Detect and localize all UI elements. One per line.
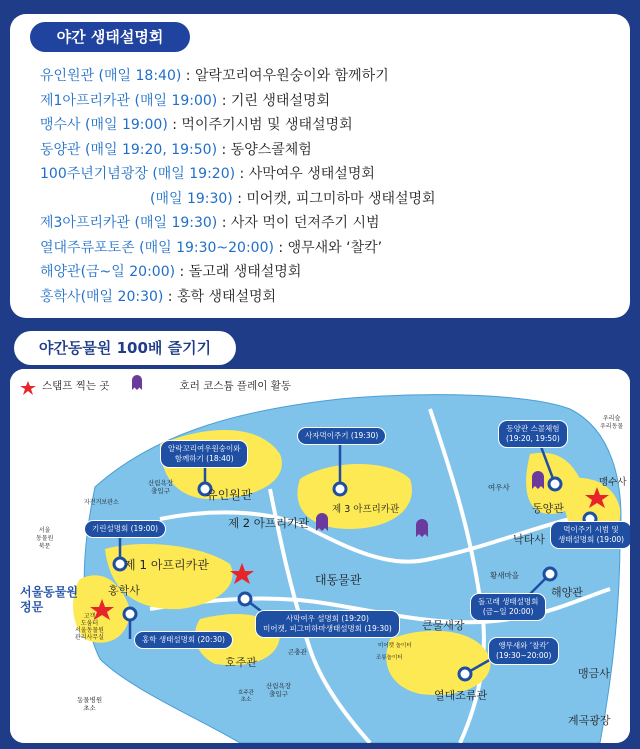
label-nakta: 낙타사 xyxy=(513,533,545,546)
pill-dongyang: 동양관 스콜체험 (19:20, 19:50) xyxy=(498,420,568,448)
label-bird-play: 조류놀이터 xyxy=(376,655,403,661)
label-gyegok: 계곡광장 xyxy=(568,714,611,727)
label-hospital: 동물병원 초소 xyxy=(77,696,103,712)
label-africa1: 제 1 아프리카관 xyxy=(124,558,209,572)
pill-yuinwon: 알락꼬리여우원숭이와 함께하기 (18:40) xyxy=(160,440,248,468)
label-right-top: 우리숲 우리동물 xyxy=(600,415,624,430)
label-maengumsa: 맹금사 xyxy=(578,667,610,680)
label-gate-north: 산림욕장 출입구 xyxy=(148,479,174,495)
schedule-row: (매일 19:30) : 미어캣, 피그미하마 생태설명회 xyxy=(150,190,436,207)
schedule-row: 열대주류포토존 (매일 19:30~20:00) : 앵무새와 ‘찰칵’ xyxy=(40,239,383,256)
legend-horror: 호러 코스튬 플레이 활동 xyxy=(179,380,291,392)
label-gate-south: 산림욕장 출입구 xyxy=(266,682,292,698)
label-keunmul: 큰물새장 xyxy=(422,619,465,632)
pill-dolphin: 돌고래 생태설명회 (금~일 20:00) xyxy=(470,593,546,621)
pill-giraffe: 기린설명회 (19:00) xyxy=(84,520,166,538)
label-seoul-zoo: 서울동물원 정문 xyxy=(20,585,78,614)
label-maengsu: 맹수사 xyxy=(599,477,627,488)
label-yuinwon: 유인원관 xyxy=(206,488,253,502)
label-yeoldae: 열대조류관 xyxy=(434,689,488,702)
zoo-map xyxy=(10,369,630,743)
label-meerkat: 미어캣 놀이터 xyxy=(378,643,412,649)
schedule-row: 유인원관 (매일 18:40) : 알락꼬리여우원숭이와 함께하기 xyxy=(40,68,389,84)
label-seoul-north: 서울 동물원 북문 xyxy=(36,527,54,550)
label-hoju-choso: 호주관 초소 xyxy=(238,690,254,703)
label-africa3: 제 3 아프리카관 xyxy=(332,504,400,515)
pill-hongak: 홍학 생태설명회 (20:30) xyxy=(134,631,233,649)
label-hongak: 홍학사 xyxy=(108,584,140,597)
pill-parrot: 앵무새와 ‘찰칵’ (19:30~20:00) xyxy=(488,637,559,665)
map-legend xyxy=(42,378,291,393)
night-schedule-title: 야간 생태설명회 xyxy=(30,22,190,52)
schedule-row: 홍학사(매일 20:30) : 홍학 생태설명회 xyxy=(40,288,277,305)
map-section-title: 야간동물원 100배 즐기기 xyxy=(14,331,236,365)
schedule-row: 맹수사 (매일 19:00) : 먹이주기시범 및 생태설명회 xyxy=(40,117,353,133)
pill-maengsu: 먹이주기 시범 및 생태설명회 (19:00) xyxy=(550,521,630,549)
label-africa2: 제 2 아프리카관 xyxy=(228,516,310,530)
label-info: 고객 도움터 서울동물원 관리사무실 xyxy=(75,613,104,641)
schedule-row: 해양관(금~일 20:00) : 돌고래 생태설명회 xyxy=(40,264,302,280)
label-haeyang: 해양관 xyxy=(551,586,583,599)
label-dongyang: 동양관 xyxy=(532,502,564,515)
pill-saja: 사자먹이주기 (19:30) xyxy=(297,427,386,445)
label-bike: 자전거보관소 xyxy=(84,499,119,506)
night-schedule-list xyxy=(40,64,620,309)
legend-stamp: 스탬프 찍는 곳 xyxy=(42,380,110,392)
label-hwangsa: 황새마을 xyxy=(490,571,519,580)
schedule-row: 동양관 (매일 19:20, 19:50) : 동양스콜체험 xyxy=(40,141,312,158)
pill-desert: 사막여우 설명회 (19:20) 미어캣, 피그미하마생태설명회 (19:30) xyxy=(255,610,400,638)
label-hojugwan: 호주관 xyxy=(225,656,257,669)
schedule-row: 제1아프리카관 (매일 19:00) : 기린 생태설명회 xyxy=(40,92,331,109)
label-daedong: 대동물관 xyxy=(315,573,362,587)
schedule-row: 제3아프리카관 (매일 19:30) : 사자 먹이 던져주기 시범 xyxy=(40,215,380,231)
schedule-row: 100주년기념광장 (매일 19:20) : 사막여우 생태설명회 xyxy=(40,166,375,182)
label-yeousa: 여우사 xyxy=(488,483,510,492)
label-insect: 곤충관 xyxy=(288,648,307,656)
